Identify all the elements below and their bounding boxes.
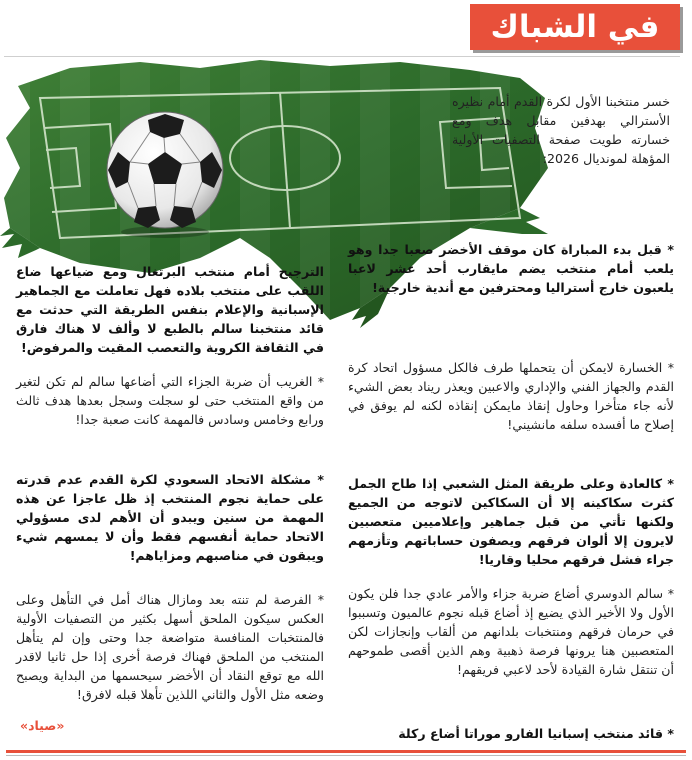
- left-column-paragraph: [16, 470, 324, 565]
- left-column-paragraph: [16, 590, 324, 704]
- right-column-paragraph: [348, 584, 674, 679]
- paragraph: * سالم الدوسري أضاع ضربة جزاء والأمر عادي جدا فلن يكون الأول ولا الأخير الذي يضيع إذ أضاع قبله نجوم عالميون وتسببوا في حرمان فرقهم ومنتخبات بلدانهم من ألقاب وإنجازات لكن المتعصبين هنا يرونها فرصة ذهبية وهم الذين أقصى طموحهم أن تنتقل شارة القيادة لأحد لاعبي فريقهم!: [348, 586, 674, 677]
- paragraph: * الفرصة لم تنته بعد ومازال هناك أمل في التأهل وعلى العكس سيكون الملحق أسهل بكثير من التصفيات الأولية فالمنتخبات المنافسة متواضعة جدا وحتى وإن لم يتأهل المنتخب من الملحق فهناك فرصة أخرى إذا حل ثانيا لاقدر الله مع توقع النقاد أن الأخضر سيحسمها من البداية ويصبح وضعه مثل الأول والثاني اللذين تأهلا قبله لافرق!: [16, 592, 324, 702]
- footer-divider-thin: [6, 755, 686, 756]
- right-column-paragraph: [348, 240, 674, 297]
- left-column-paragraph: [16, 372, 324, 429]
- left-column-paragraph: [16, 262, 324, 357]
- paragraph: * مشكلة الاتحاد السعودي لكرة القدم عدم قدرته على حماية نجوم المنتخب إذ ظل عاجزا عن هذه المهمة من سنين ويبدو أن الأهم لدى مسؤولي الاتحاد حماية أنفسهم فقط وأن لا يمسهم شيء ويبقون في مناصبهم ومزاياهم!: [16, 472, 324, 563]
- paragraph: * كالعادة وعلى طريقة المثل الشعبي إذا طاح الجمل كثرت سكاكينه إلا أن السكاكين لاتوجه من الجميع ولكنها تأتي من قبل جماهير وإعلاميين متعصبين لايرون إلا ألوان فرقهم ويصفون حساباتهم وتأزمهم جراء فشل فرقهم محليا وقاريا!: [348, 476, 674, 567]
- right-column-paragraph: [348, 358, 674, 434]
- paragraph: * الغريب أن ضربة الجزاء التي أضاعها سالم لم تكن لتغير من واقع المنتخب حتى لو سجلت وسجل بعدها هدف ثالث ورابع وخامس وسادس فالمهمة كانت صعبة جدا!: [16, 374, 324, 427]
- author-signature: «صياد»: [20, 718, 65, 733]
- section-header: [470, 4, 680, 50]
- right-column-paragraph: [348, 474, 674, 569]
- paragraph: * قائد منتخب إسبانيا الفارو موراتا أضاع ركلة: [398, 726, 674, 741]
- right-column-paragraph: [348, 724, 674, 743]
- article-intro: [452, 92, 670, 168]
- paragraph: الترجيح أمام منتخب البرتغال ومع ضياعها ضاع اللقب على منتخب بلاده فهل تعاملت مع الجماهير الإسبانية والإعلام بنفس الطريقة التي حدثت مع قائد منتخبنا سالم بالطبع لا وألف لا هناك فارق في الثقافة الكروية والتعصب المقيت والمرفوض!: [16, 264, 324, 355]
- soccer-ball-icon: [100, 108, 230, 238]
- paragraph: * قبل بدء المباراة كان موقف الأخضر صعبا جدا وهو يلعب أمام منتخب يضم مايقارب أحد عشر لاعبا يلعبون خارج أستراليا ومحترفين مع أندية خارجية!: [348, 242, 674, 295]
- section-title: في الشباك: [490, 9, 660, 45]
- footer-divider: [6, 750, 686, 753]
- intro-paragraph: خسر منتخبنا الأول لكرة القدم أمام نظيره الأسترالي بهدفين مقابل هدف ومع خسارته طويت صفحة التصفيات الأولية المؤهلة لمونديال 2026:: [452, 94, 670, 166]
- paragraph: * الخسارة لايمكن أن يتحملها طرف فالكل مسؤول اتحاد كرة القدم والجهاز الفني والإداري والاعبين ويعذر ريناد بعض الشيء لأنه جاء متأخرا وحاول إنقاذ مايمكن إنقاذه لكنه لم يوفق في إصلاح ما أفسده سلفه مانشيني!: [348, 360, 674, 432]
- header-divider: [4, 56, 680, 57]
